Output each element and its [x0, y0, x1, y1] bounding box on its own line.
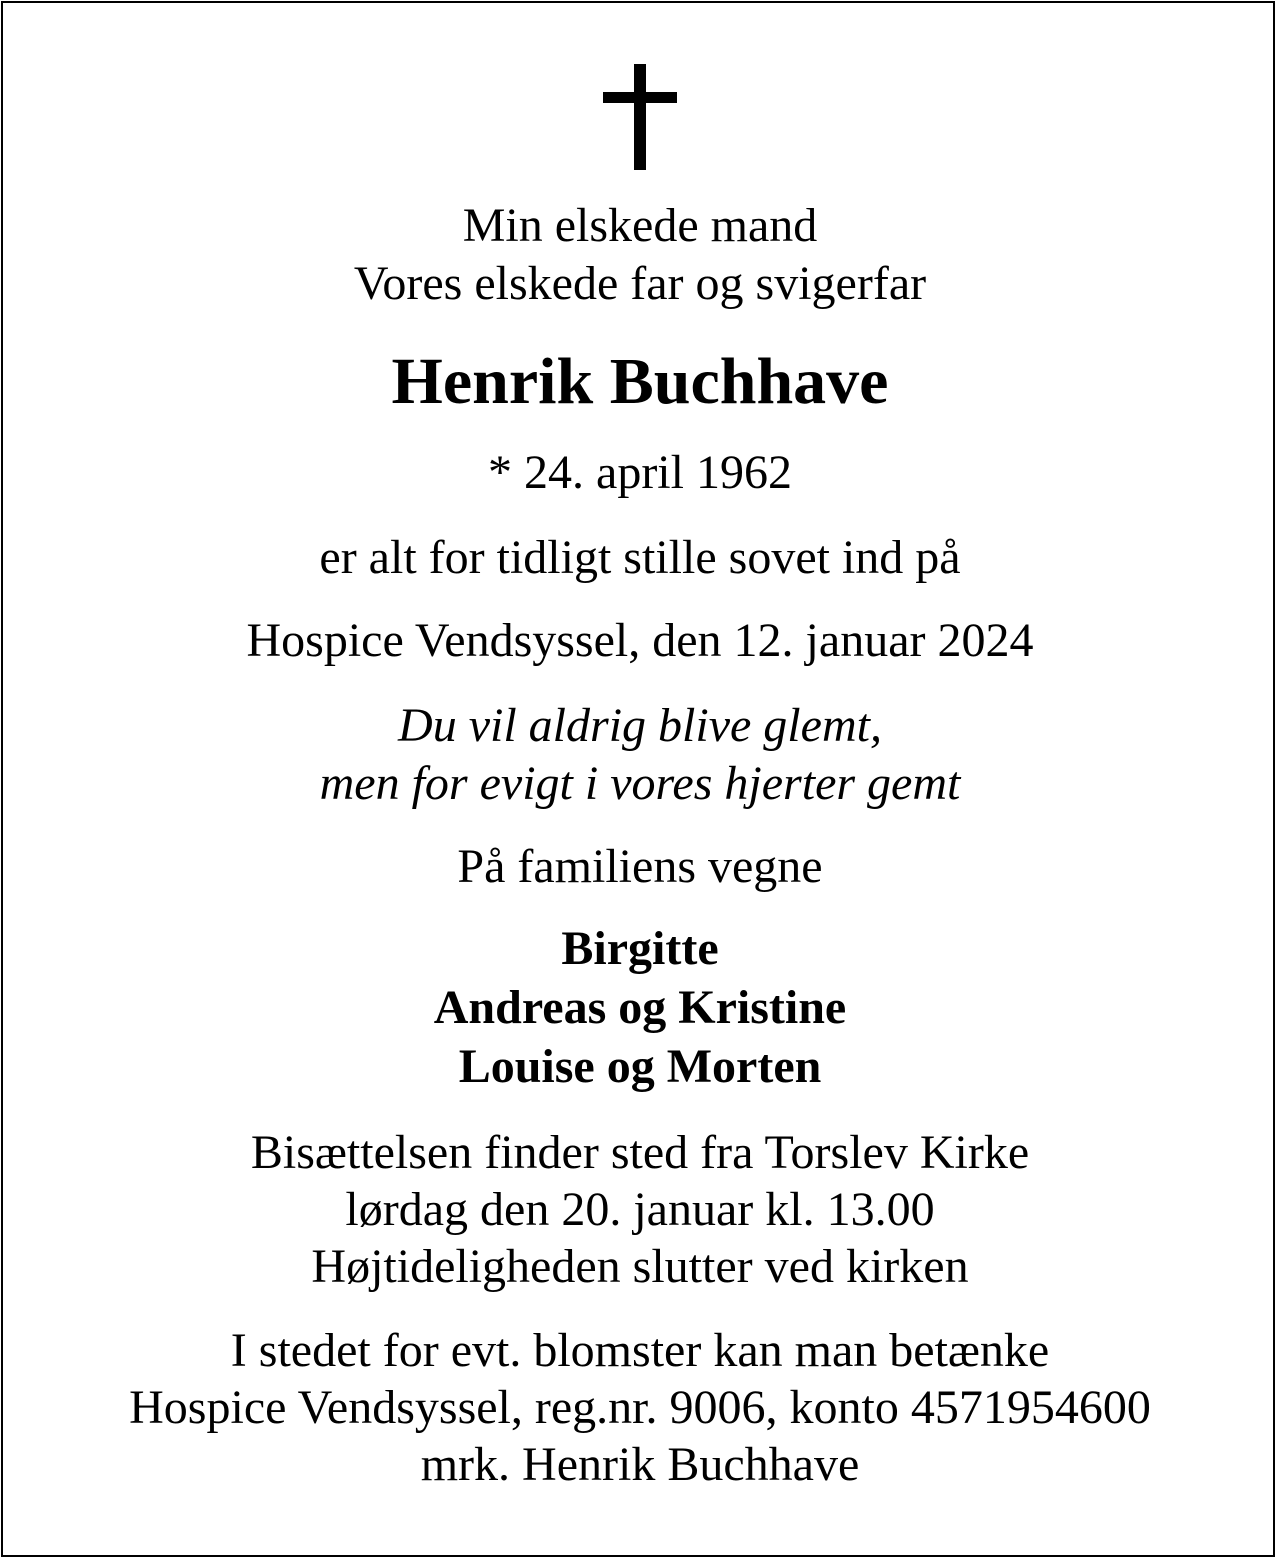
donation-line: Hospice Vendsyssel, reg.nr. 9006, konto 4571954600	[129, 1381, 1151, 1434]
cross-icon	[603, 64, 677, 170]
family-member: Louise og Morten	[458, 1040, 822, 1093]
funeral-line: lørdag den 20. januar kl. 13.00	[345, 1183, 935, 1236]
intro-line: Vores elskede far og svigerfar	[353, 257, 927, 310]
donation-line: I stedet for evt. blomster kan man betænke	[230, 1324, 1050, 1377]
birth-date: * 24. april 1962	[488, 446, 792, 499]
verse-line: Du vil aldrig blive glemt,	[398, 699, 882, 752]
passing-line: er alt for tidligt stille sovet ind på	[319, 531, 961, 584]
verse-line: men for evigt i vores hjerter gemt	[319, 757, 961, 810]
family-member: Birgitte	[561, 922, 719, 975]
deceased-name: Henrik Buchhave	[391, 345, 889, 418]
funeral-line: Bisættelsen finder sted fra Torslev Kirke	[250, 1126, 1030, 1179]
intro-line: Min elskede mand	[462, 199, 818, 252]
funeral-line: Højtideligheden slutter ved kirken	[311, 1240, 969, 1293]
donation-line: mrk. Henrik Buchhave	[420, 1438, 860, 1491]
passing-place-date: Hospice Vendsyssel, den 12. januar 2024	[246, 614, 1034, 667]
family-intro: På familiens vegne	[457, 840, 823, 893]
family-member: Andreas og Kristine	[433, 981, 847, 1034]
